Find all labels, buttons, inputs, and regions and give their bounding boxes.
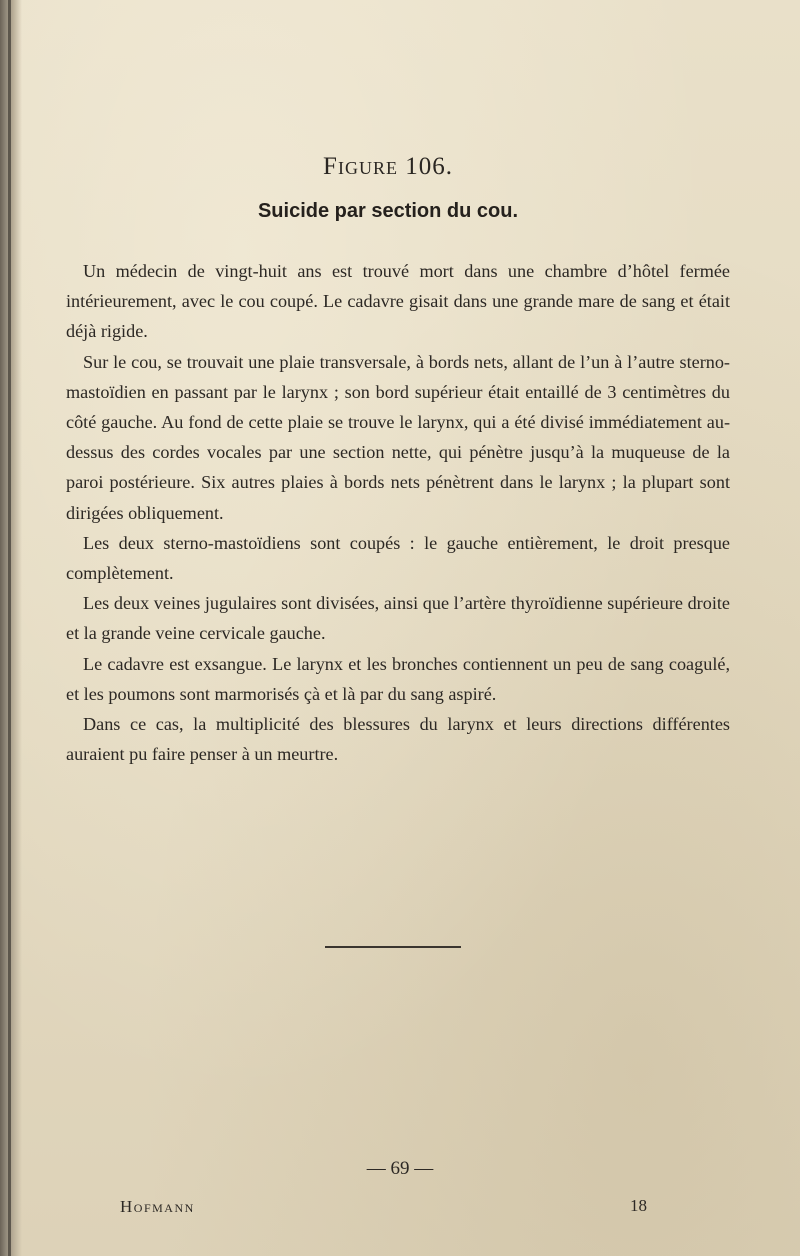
paragraph: Dans ce cas, la multiplicité des blessures du larynx et leurs directions différentes auraient pu faire penser à un meurtre. [66, 714, 730, 765]
paragraph: Le cadavre est exsangue. Le larynx et les bronches contiennent un peu de sang coagulé, et les poumons sont marmorisés çà et là par du sang aspiré. [66, 653, 730, 704]
section-divider [325, 946, 461, 948]
paragraph: Les deux veines jugulaires sont divisées, ainsi que l’artère thyroïdienne supérieure droite et la grande veine cervicale gauche. [66, 593, 730, 644]
paragraph: Sur le cou, se trouvait une plaie transversale, à bords nets, allant de l’un à l’autre sterno-mastoïdien en passant par le larynx ; son bord supérieur était entaillé de 3 centimètres du côté gauche. Au fond de cette plaie se trouve le larynx, qui a été divisé immédiatement au-dessus des cordes vocales par une section nette, qui pénètre jusqu’à la muqueuse de la paroi postérieure. Six autres plaies à bords nets pénètrent dans le larynx ; la plupart sont dirigées obliquement. [66, 351, 730, 523]
book-spine-shadow [0, 0, 22, 1256]
body-text [66, 256, 730, 769]
paragraph: Un médecin de vingt-huit ans est trouvé mort dans une chambre d’hôtel fermée intérieurement, avec le cou coupé. Le cadavre gisait dans une grande mare de sang et était déjà rigide. [66, 261, 730, 342]
footer-author: Hofmann [120, 1197, 195, 1216]
figure-title: Figure 106. [323, 153, 453, 180]
signature-mark: 18 [630, 1196, 647, 1215]
section-subtitle: Suicide par section du cou. [257, 200, 519, 222]
page-number: — 69 — [366, 1158, 434, 1179]
book-spine-edge [8, 0, 11, 1256]
paragraph: Les deux sterno-mastoïdiens sont coupés : le gauche entièrement, le droit presque complètement. [66, 532, 730, 584]
